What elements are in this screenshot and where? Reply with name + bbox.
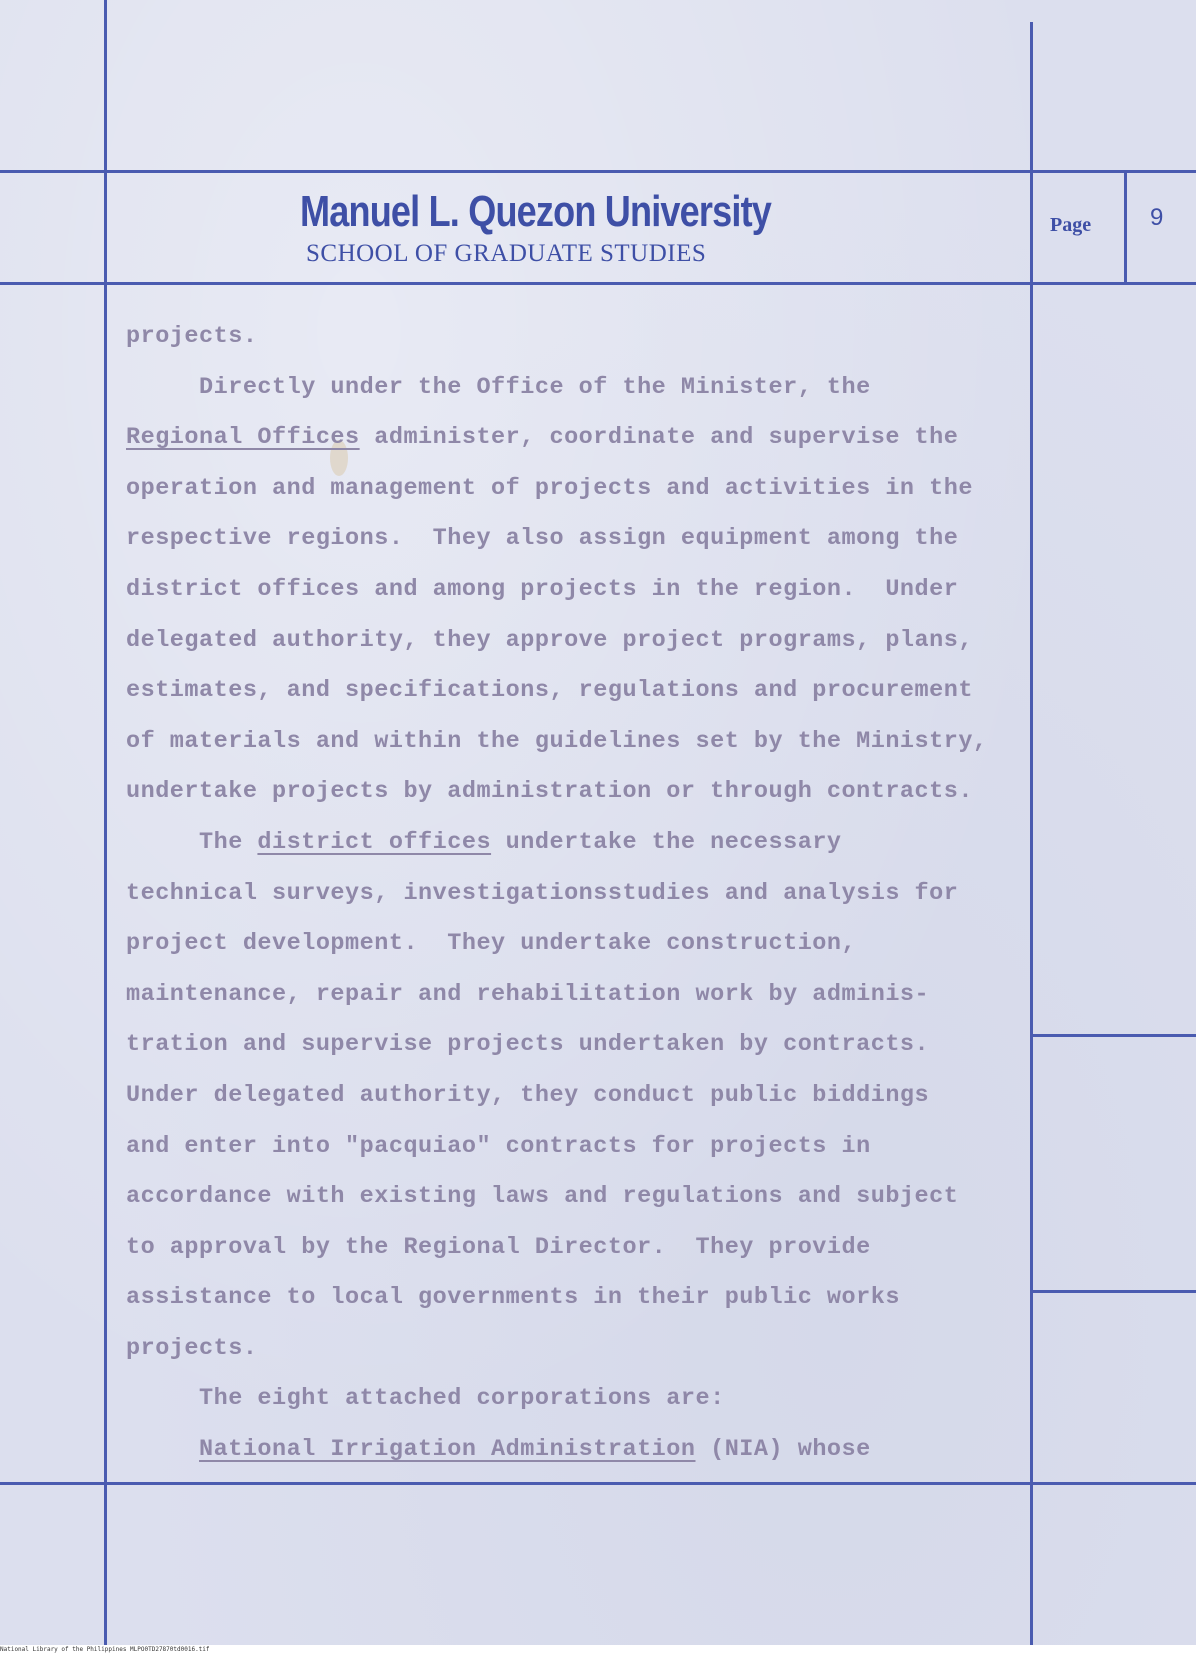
text-line — [126, 818, 1026, 869]
line-text: delegated authority, they approve project programs, plans, — [126, 626, 973, 654]
text-line — [126, 1020, 1026, 1071]
line-text: respective regions. They also assign equipment among the — [126, 525, 959, 553]
text-line — [126, 1071, 1026, 1122]
text-line — [126, 312, 1026, 363]
university-name: Manuel L. Quezon University — [300, 187, 772, 236]
text-line — [126, 1425, 1026, 1476]
line-text-continued: (NIA) whose — [695, 1436, 871, 1464]
text-line — [126, 1223, 1026, 1274]
left-margin-rule — [104, 0, 107, 1645]
line-text: and enter into "pacquiao" contracts for projects in — [126, 1132, 871, 1160]
underlined-term: district offices — [257, 828, 492, 856]
footer-rule — [0, 1482, 1196, 1485]
text-line — [126, 565, 1026, 616]
text-line — [126, 869, 1026, 920]
line-text: accordance with existing laws and regulations and subject — [126, 1183, 959, 1211]
scan-caption: National Library of the Philippines MLPO0TD27870td0016.tif — [0, 1645, 1196, 1655]
text-line — [126, 1374, 1026, 1425]
text-line — [126, 970, 1026, 1021]
line-text: estimates, and specifications, regulations and procurement — [126, 677, 973, 705]
page-number: 9 — [1150, 204, 1164, 231]
line-text: of materials and within the guidelines set by the Ministry, — [126, 727, 988, 755]
line-text: Under delegated authority, they conduct public biddings — [126, 1081, 930, 1109]
line-text: tration and supervise projects undertaken by contracts. — [126, 1031, 930, 1059]
line-text-continued: undertake the necessary — [491, 828, 842, 856]
line-text: to approval by the Regional Director. They provide — [126, 1233, 871, 1261]
page-box-divider-rule — [1124, 170, 1127, 282]
text-line — [126, 666, 1026, 717]
text-line — [126, 767, 1026, 818]
page-label: Page — [1050, 214, 1092, 236]
line-text: The eight attached corporations are: — [126, 1385, 725, 1413]
line-text: operation and management of projects and activities in the — [126, 474, 973, 502]
header-top-rule — [0, 170, 1196, 173]
line-text: projects. — [126, 323, 258, 350]
line-text: maintenance, repair and rehabilitation work by adminis- — [126, 980, 930, 1008]
text-line — [126, 413, 1026, 464]
line-text: undertake projects by administration or through contracts. — [126, 778, 973, 806]
text-line — [126, 1122, 1026, 1173]
margin-mark-rule-2 — [1030, 1290, 1196, 1293]
text-line — [126, 1324, 1026, 1375]
margin-mark-rule-1 — [1030, 1034, 1196, 1037]
line-text: projects. — [126, 1334, 258, 1362]
text-line — [126, 514, 1026, 565]
right-margin-rule — [1030, 22, 1033, 1645]
line-text: Directly under the Office of the Minister, the — [126, 373, 871, 401]
line-text — [126, 1436, 199, 1463]
line-text: project development. They undertake construction, — [126, 930, 857, 958]
underlined-term: Regional Offices — [126, 424, 360, 452]
text-line — [126, 616, 1026, 667]
text-line — [126, 1273, 1026, 1324]
line-text: district offices and among projects in the region. Under — [126, 575, 959, 603]
line-text: The — [126, 828, 258, 856]
school-name: SCHOOL OF GRADUATE STUDIES — [306, 240, 707, 267]
underlined-term: National Irrigation Administration — [199, 1436, 696, 1464]
text-line — [126, 919, 1026, 970]
line-text-continued: administer, coordinate and supervise the — [359, 424, 959, 452]
text-line — [126, 717, 1026, 768]
line-text: technical surveys, investigationsstudies and analysis for — [126, 879, 959, 907]
typewritten-body — [126, 312, 1026, 1476]
text-line — [126, 363, 1026, 414]
header-bottom-rule — [0, 282, 1196, 285]
text-line — [126, 1172, 1026, 1223]
text-line — [126, 464, 1026, 515]
line-text: assistance to local governments in their public works — [126, 1284, 900, 1312]
